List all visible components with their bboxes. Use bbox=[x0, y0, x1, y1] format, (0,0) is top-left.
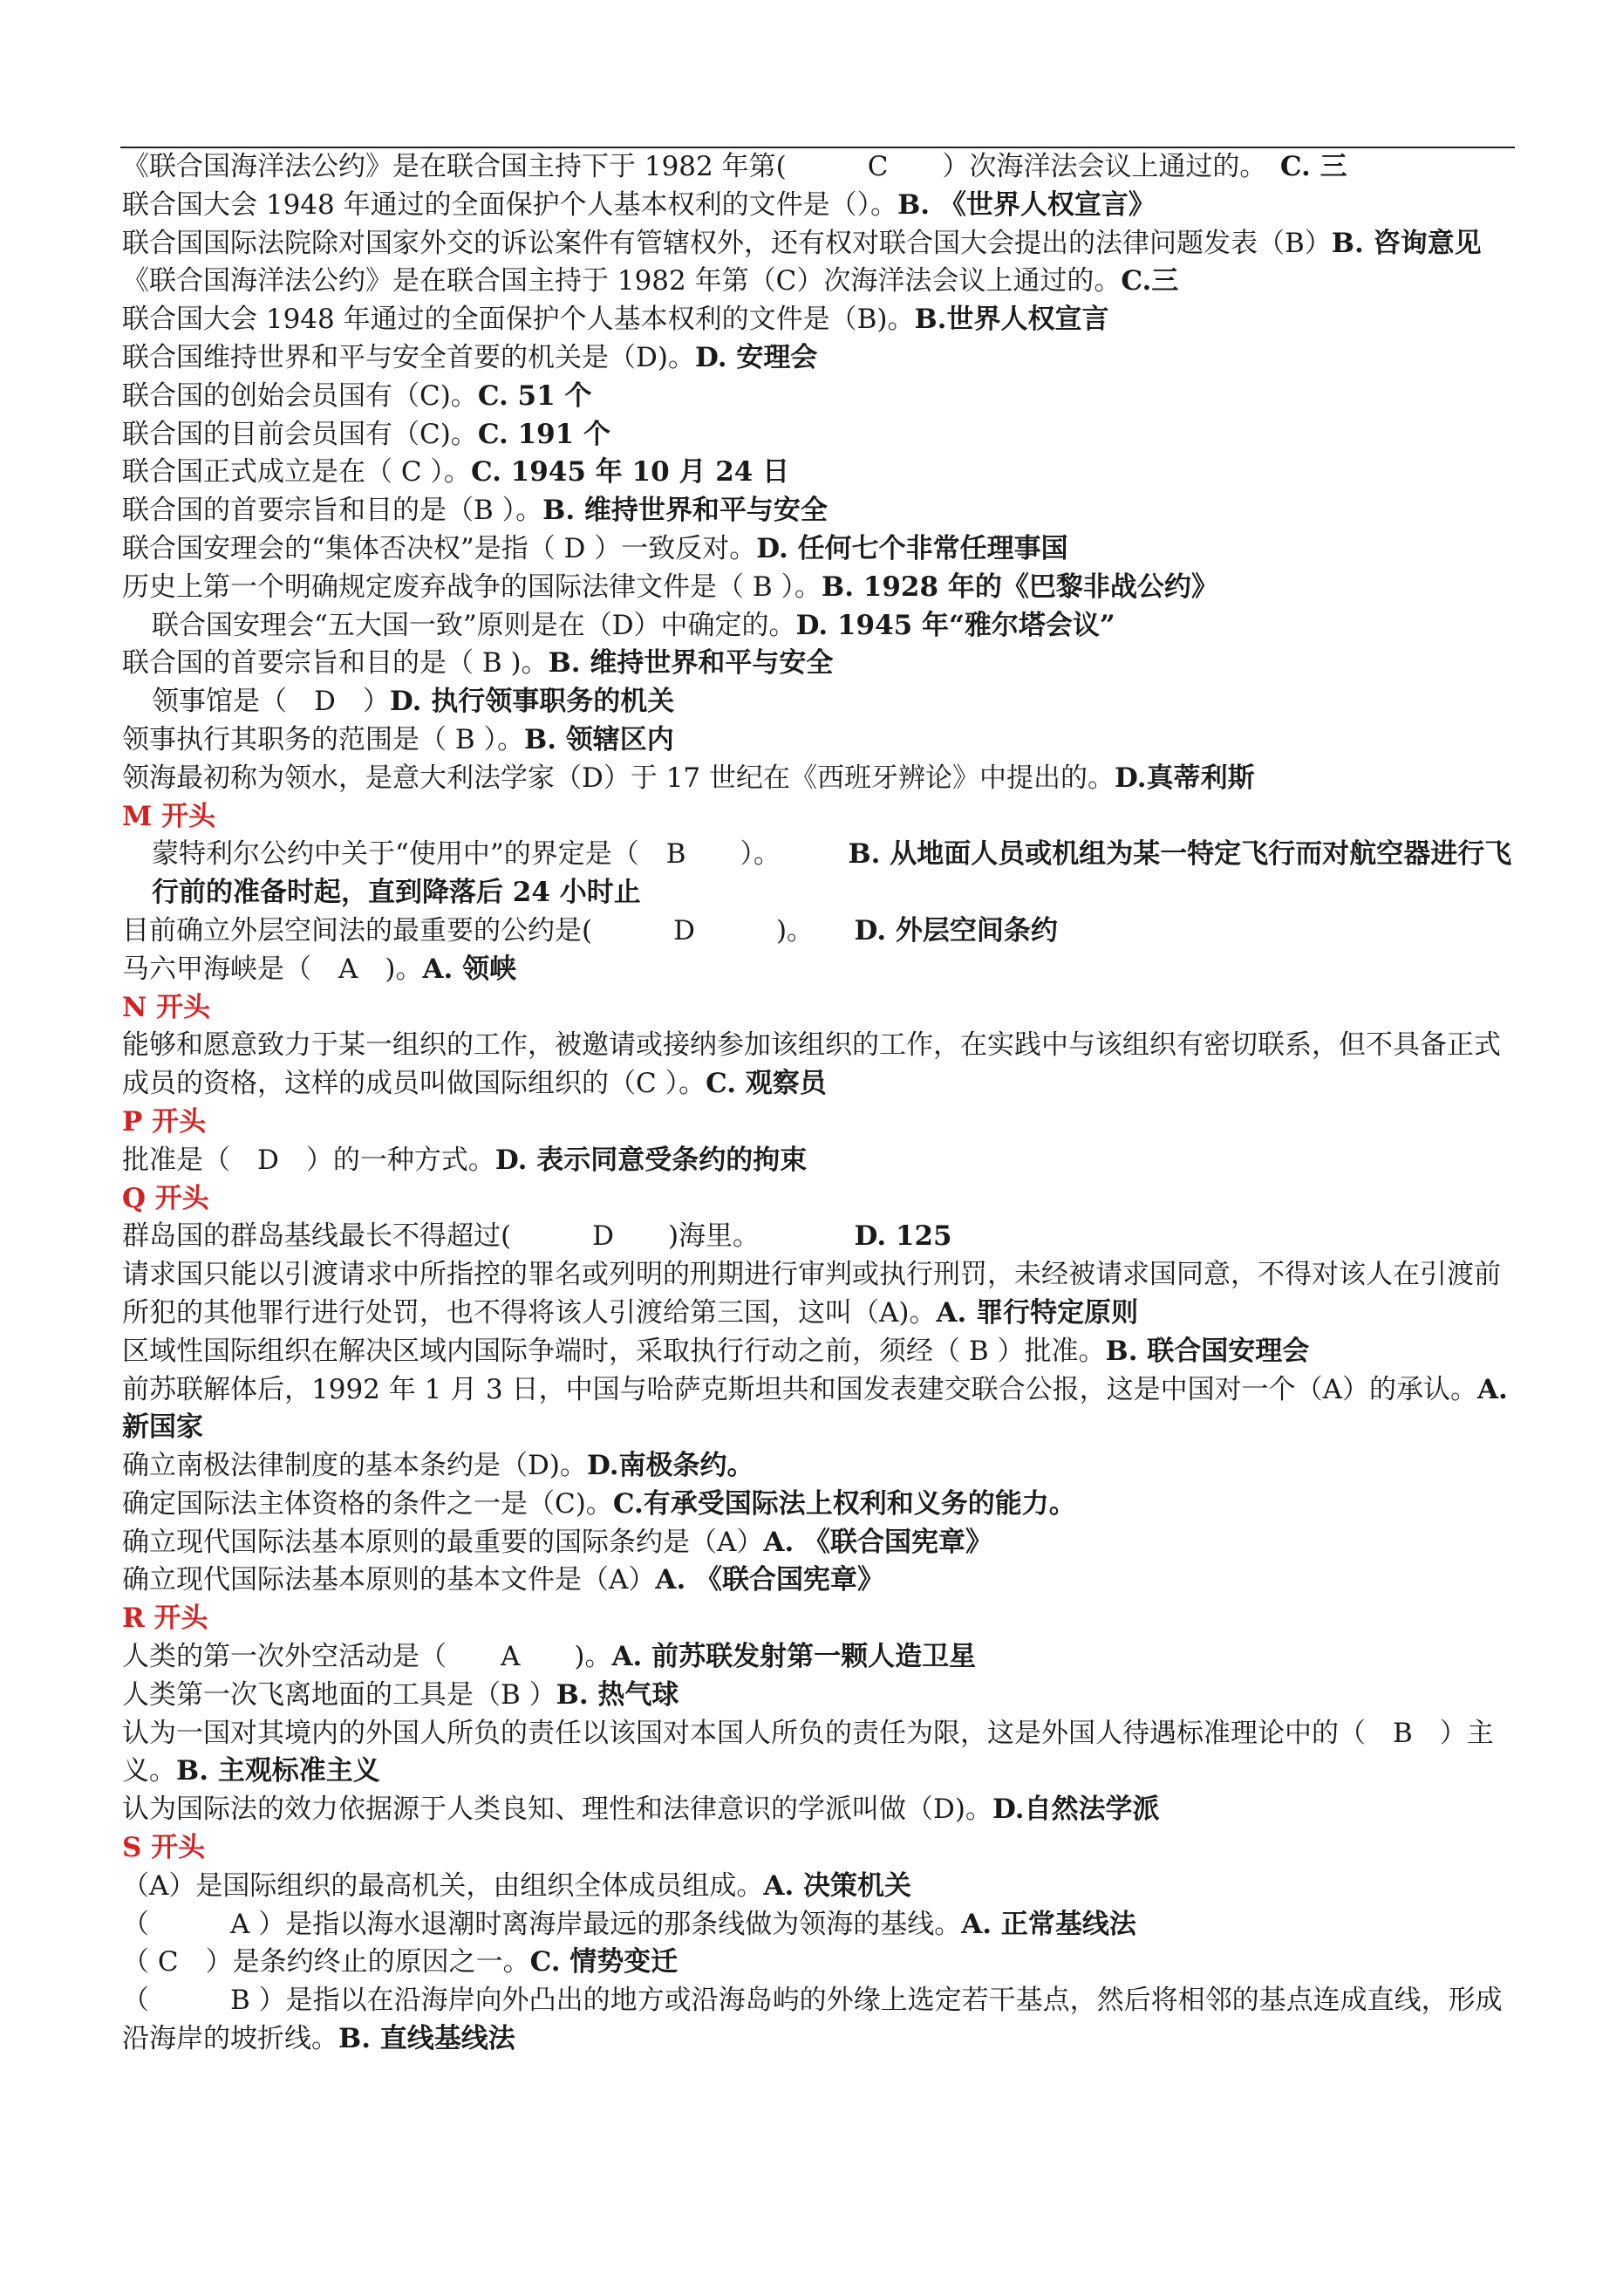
question-text: 目前确立外层空间法的最重要的公约是( D )。 bbox=[122, 914, 855, 946]
question-text: （ C ）是条约终止的原因之一。 bbox=[122, 1946, 530, 1978]
section-heading: N 开头 bbox=[122, 991, 211, 1023]
question-text: 前苏联解体后，1992 年 1 月 3 日，中国与哈萨克斯坦共和国发表建交联合公报，这是中国对一个（A）的承认。 bbox=[122, 1373, 1477, 1405]
question-item bbox=[122, 1715, 1517, 1792]
question-item bbox=[122, 1256, 1517, 1333]
question-text: 认为一国对其境内的外国人所负的责任以该国对本国人所负的责任为限，这是外国人待遇标准理论中的（ B ）主义。 bbox=[122, 1717, 1494, 1787]
answer-text: B. 维持世界和平与安全 bbox=[542, 495, 828, 527]
question-item bbox=[122, 492, 1517, 530]
question-item bbox=[122, 530, 1517, 569]
answer-text: D. 1945 年“雅尔塔会议” bbox=[795, 609, 1115, 641]
question-item bbox=[122, 187, 1517, 225]
answer-text: A.新国家 bbox=[122, 1373, 1508, 1444]
question-text: 联合国的目前会员国有（C)。 bbox=[122, 418, 478, 450]
document-body bbox=[122, 148, 1517, 2059]
answer-text: D.真蒂利斯 bbox=[1115, 762, 1255, 794]
question-item bbox=[122, 148, 1517, 187]
question-item bbox=[122, 607, 1517, 646]
question-text: （ A ）是指以海水退潮时离海岸最远的那条线做为领海的基线。 bbox=[122, 1908, 962, 1940]
answer-text: D. 执行领事职务的机关 bbox=[389, 686, 675, 718]
question-item bbox=[122, 1142, 1517, 1180]
answer-text: C. 观察员 bbox=[706, 1068, 827, 1100]
answer-text: D. 任何七个非常任理事国 bbox=[756, 532, 1068, 564]
question-item bbox=[122, 951, 1517, 989]
question-item bbox=[122, 912, 1517, 951]
answer-text: B. 维持世界和平与安全 bbox=[548, 647, 834, 680]
question-item bbox=[122, 683, 1517, 721]
answer-text: C. 1945 年 10 月 24 日 bbox=[470, 456, 790, 489]
question-item bbox=[122, 760, 1517, 798]
answer-text: D. 外层空间条约 bbox=[854, 914, 1058, 946]
question-text: 《联合国海洋法公约》是在联合国主持于 1982 年第（C）次海洋法会议上通过的。 bbox=[122, 265, 1122, 297]
question-text: 联合国安理会“五大国一致”原则是在（D）中确定的。 bbox=[152, 609, 796, 641]
question-item bbox=[122, 1638, 1517, 1677]
answer-text: B.世界人权宣言 bbox=[914, 304, 1109, 336]
question-text: 联合国的首要宗旨和目的是（ B )。 bbox=[122, 647, 549, 680]
answer-text: D. 表示同意受条约的拘束 bbox=[494, 1144, 808, 1176]
answer-text: B. 从地面人员或机组为某一特定飞行而对航空器进行飞行前的准备时起，直到降落后 24 小时止 bbox=[152, 838, 1512, 909]
question-item bbox=[122, 1333, 1517, 1371]
section-heading: P 开头 bbox=[122, 1105, 207, 1138]
question-text: 领海最初称为领水，是意大利法学家（D）于 17 世纪在《西班牙辨论》中提出的。 bbox=[122, 762, 1115, 794]
question-text: 领事馆是（ D ） bbox=[152, 686, 390, 718]
question-item bbox=[122, 263, 1517, 301]
answer-text: D. 安理会 bbox=[694, 341, 818, 373]
question-text: 确立南极法律制度的基本条约是（D)。 bbox=[122, 1450, 587, 1482]
question-text: 联合国正式成立是在（ C ）。 bbox=[122, 456, 471, 489]
question-item bbox=[122, 645, 1517, 683]
answer-text: A. 领峡 bbox=[422, 953, 517, 985]
question-text: 群岛国的群岛基线最长不得超过( D )海里。 bbox=[122, 1220, 855, 1253]
question-text: 历史上第一个明确规定废弃战争的国际法律文件是（ B ）。 bbox=[122, 571, 822, 603]
question-text: 认为国际法的效力依据源于人类良知、理性和法律意识的学派叫做（D)。 bbox=[122, 1794, 992, 1826]
answer-text: A. 《联合国宪章》 bbox=[655, 1564, 885, 1596]
answer-text: B. 主观标准主义 bbox=[176, 1755, 380, 1787]
question-text: （ B ）是指以在沿海岸向外凸出的地方或沿海岛屿的外缘上选定若干基点，然后将相邻的基点连成直线，形成沿海岸的坡折线。 bbox=[122, 1985, 1503, 2055]
answer-text: B. 领辖区内 bbox=[524, 723, 674, 755]
question-text: 蒙特利尔公约中关于“使用中”的界定是（ B ）。 bbox=[152, 838, 849, 871]
answer-text: B. 直线基线法 bbox=[338, 2023, 515, 2055]
question-text: 联合国大会 1948 年通过的全面保护个人基本权利的文件是（B)。 bbox=[122, 304, 915, 336]
question-text: 马六甲海峡是（ A )。 bbox=[122, 953, 423, 985]
answer-text: B. 1928 年的《巴黎非战公约》 bbox=[822, 571, 1218, 603]
answer-text: C.有承受国际法上权利和义务的能力。 bbox=[612, 1487, 1076, 1520]
answer-text: A. 《联合国宪章》 bbox=[763, 1526, 993, 1558]
answer-text: C. 情势变迁 bbox=[529, 1946, 679, 1978]
question-item bbox=[122, 1524, 1517, 1562]
section-heading: S 开头 bbox=[122, 1832, 206, 1864]
question-text: 《联合国海洋法公约》是在联合国主持下于 1982 年第( C ）次海洋法会议上通过的。 bbox=[122, 151, 1280, 182]
question-item bbox=[122, 339, 1517, 378]
section-heading: R 开头 bbox=[122, 1602, 208, 1635]
question-text: 批准是（ D ）的一种方式。 bbox=[122, 1144, 495, 1176]
question-item bbox=[122, 301, 1517, 339]
answer-text: D.南极条约。 bbox=[586, 1450, 754, 1482]
question-text: 能够和愿意致力于某一组织的工作，被邀请或接纳参加该组织的工作，在实践中与该组织有密切联系，但不具备正式成员的资格，这样的成员叫做国际组织的（C ）。 bbox=[122, 1029, 1501, 1100]
question-text: 联合国大会 1948 年通过的全面保护个人基本权利的文件是（）。 bbox=[122, 188, 898, 221]
question-item bbox=[122, 378, 1517, 416]
answer-text: C. 51 个 bbox=[477, 379, 592, 412]
question-item bbox=[122, 1027, 1517, 1104]
question-text: 人类的第一次外空活动是（ A )。 bbox=[122, 1641, 612, 1673]
question-text: 确定国际法主体资格的条件之一是（C)。 bbox=[122, 1487, 613, 1520]
question-item bbox=[122, 1677, 1517, 1715]
question-item bbox=[122, 1982, 1517, 2059]
question-item bbox=[122, 1447, 1517, 1486]
question-item bbox=[122, 1561, 1517, 1600]
question-text: 人类第一次飞离地面的工具是（B ） bbox=[122, 1678, 556, 1711]
answer-text: D.自然法学派 bbox=[992, 1794, 1160, 1826]
answer-text: C.三 bbox=[1121, 265, 1179, 297]
question-text: （A）是国际组织的最高机关，由组织全体成员组成。 bbox=[122, 1869, 764, 1902]
question-item bbox=[122, 416, 1517, 454]
answer-text: B. 咨询意见 bbox=[1331, 227, 1482, 259]
question-item bbox=[122, 1868, 1517, 1906]
question-item bbox=[122, 1944, 1517, 1982]
section-heading: Q 开头 bbox=[122, 1182, 209, 1214]
answer-text: A. 前苏联发射第一颗人造卫星 bbox=[611, 1641, 977, 1673]
question-item bbox=[122, 1486, 1517, 1524]
question-item bbox=[122, 225, 1517, 263]
question-text: 领事执行其职务的范围是（ B ）。 bbox=[122, 723, 524, 755]
question-text: 联合国的创始会员国有（C)。 bbox=[122, 379, 478, 412]
question-item bbox=[122, 1218, 1517, 1256]
answer-text: D. 125 bbox=[854, 1220, 952, 1253]
answer-text: A. 决策机关 bbox=[763, 1869, 912, 1902]
answer-text: C. 191 个 bbox=[477, 418, 611, 450]
answer-text: A. 罪行特定原则 bbox=[936, 1296, 1139, 1329]
answer-text: B. 热气球 bbox=[556, 1678, 679, 1711]
question-item bbox=[122, 721, 1517, 760]
question-text: 联合国维持世界和平与安全首要的机关是（D)。 bbox=[122, 341, 695, 373]
answer-text: B. 《世界人权宣言》 bbox=[897, 188, 1156, 221]
question-text: 联合国的首要宗旨和目的是（B ）。 bbox=[122, 495, 543, 527]
answer-text: B. 联合国安理会 bbox=[1105, 1335, 1310, 1367]
question-item bbox=[122, 1371, 1517, 1448]
question-text: 确立现代国际法基本原则的基本文件是（A） bbox=[122, 1564, 656, 1596]
answer-text: A. 正常基线法 bbox=[961, 1908, 1136, 1940]
answer-text: C. 三 bbox=[1279, 151, 1347, 182]
question-item bbox=[122, 1791, 1517, 1829]
question-item bbox=[122, 569, 1517, 607]
question-item bbox=[122, 1906, 1517, 1944]
question-text: 联合国国际法院除对国家外交的诉讼案件有管辖权外，还有权对联合国大会提出的法律问题发表（B） bbox=[122, 227, 1332, 259]
question-text: 确立现代国际法基本原则的最重要的国际条约是（A） bbox=[122, 1526, 764, 1558]
question-text: 请求国只能以引渡请求中所指控的罪名或列明的刑期进行审判或执行刑罚，未经被请求国同意，不得对该人在引渡前所犯的其他罪行进行处罚，也不得将该人引渡给第三国，这叫（A)。 bbox=[122, 1259, 1501, 1329]
question-text: 区域性国际组织在解决区域内国际争端时，采取执行行动之前，须经（ B ）批准。 bbox=[122, 1335, 1106, 1367]
question-item bbox=[122, 454, 1517, 492]
question-item bbox=[122, 836, 1517, 912]
question-text: 联合国安理会的“集体否决权”是指（ D ）一致反对。 bbox=[122, 532, 757, 564]
section-heading: M 开头 bbox=[122, 800, 216, 832]
